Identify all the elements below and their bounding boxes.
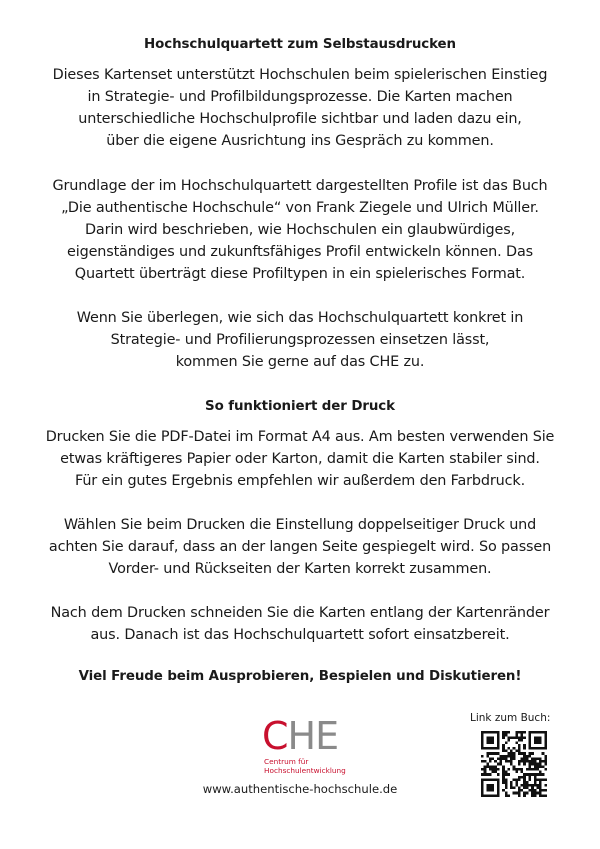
text-line: Drucken Sie die PDF-Datei im Format A4 aus. Am besten verwenden Sie (45, 429, 555, 445)
closing-line: Viel Freude beim Ausprobieren, Bespielen und Diskutieren! (78, 669, 522, 684)
text-line: Darin wird beschrieben, wie Hochschulen ein glaubwürdiges, (84, 222, 516, 238)
text-line: Wählen Sie beim Drucken die Einstellung doppelseitiger Druck und (63, 517, 537, 533)
print-section-heading: So funktioniert der Druck (205, 399, 395, 414)
text-line: Nach dem Drucken schneiden Sie die Karten entlang der Kartenränder (50, 605, 550, 621)
text-line: über die eigene Ausrichtung ins Gespräch zu kommen. (106, 133, 494, 149)
text-line: unterschiedliche Hochschulprofile sichtbar und laden dazu ein, (78, 111, 522, 127)
text-line: Grundlage der im Hochschulquartett dargestellten Profile ist das Buch (52, 178, 548, 194)
text-line: Für ein gutes Ergebnis empfehlen wir außerdem den Farbdruck. (75, 473, 525, 489)
page-title: Hochschulquartett zum Selbstausdrucken (144, 37, 456, 52)
website-url[interactable]: www.authentische-hochschule.de (202, 782, 398, 796)
intro-paragraph-3 (30, 307, 570, 373)
print-paragraph-2 (30, 514, 570, 580)
text-line: in Strategie- und Profilbildungsprozesse. Die Karten machen (87, 89, 513, 105)
text-line: eigenständiges und zukunftsfähiges Profil entwickeln können. Das (67, 244, 533, 260)
che-logo-wordmark (262, 716, 338, 756)
intro-paragraph-2 (30, 175, 570, 285)
text-line: Wenn Sie überlegen, wie sich das Hochschulquartett konkret in (76, 310, 524, 326)
text-line: „Die authentische Hochschule“ von Frank Ziegele und Ulrich Müller. (61, 200, 539, 216)
che-logo-line-2: Hochschulentwicklung (264, 766, 346, 775)
text-line: Vorder- und Rückseiten der Karten korrekt zusammen. (108, 561, 492, 577)
che-logo (262, 716, 352, 776)
text-line: kommen Sie gerne auf das CHE zu. (175, 354, 425, 370)
print-paragraph-1 (30, 426, 570, 492)
text-line: Strategie- und Profilierungsprozessen einsetzen lässt, (110, 332, 490, 348)
text-line: etwas kräftigeres Papier oder Karton, damit die Karten stabiler sind. (60, 451, 540, 467)
text-line: aus. Danach ist das Hochschulquartett sofort einsatzbereit. (90, 627, 510, 643)
qr-code-icon[interactable] (481, 731, 547, 797)
text-line: achten Sie darauf, dass an der langen Seite gespiegelt wird. So passen (48, 539, 552, 555)
text-line: Quartett überträgt diese Profiltypen in ein spielerisches Format. (74, 266, 526, 282)
qr-label: Link zum Buch: (470, 712, 551, 724)
print-paragraph-3 (30, 602, 570, 646)
che-logo-line-1: Centrum für (264, 757, 309, 766)
text-line: Dieses Kartenset unterstützt Hochschulen beim spielerischen Einstieg (52, 67, 548, 83)
che-logo-letter-c: C (262, 714, 288, 758)
che-logo-letters-he: HE (287, 714, 339, 758)
intro-paragraph-1 (30, 64, 570, 152)
